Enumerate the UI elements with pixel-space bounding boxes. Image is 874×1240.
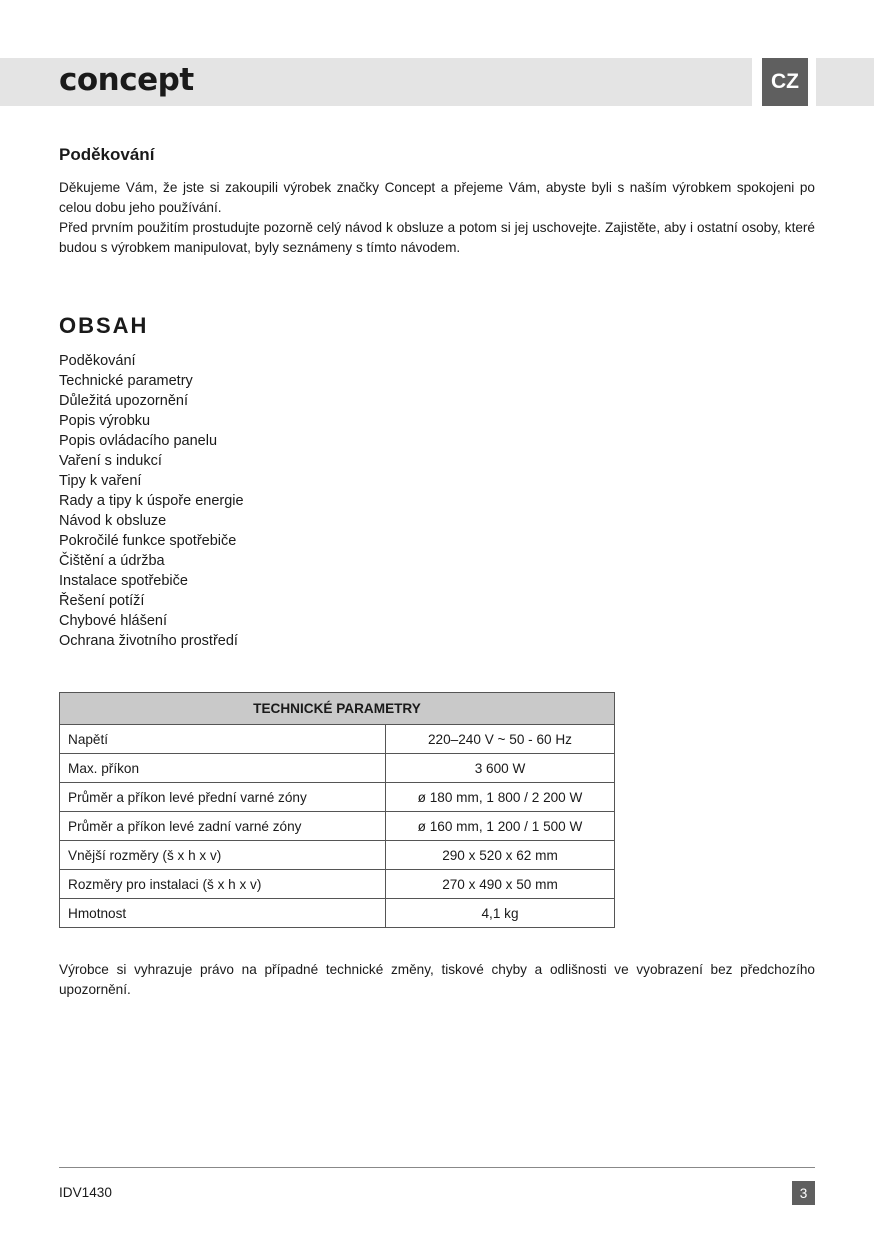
spec-value: ø 180 mm, 1 800 / 2 200 W <box>386 783 615 812</box>
header-band-right <box>816 58 874 106</box>
contents-item: Technické parametry <box>59 373 193 389</box>
contents-item: Návod k obsluze <box>59 513 167 529</box>
contents-item: Pokročilé funkce spotřebiče <box>59 533 237 549</box>
table-row <box>60 870 615 899</box>
thanks-heading: Poděkování <box>59 145 155 164</box>
contents-item: Ochrana životního prostředí <box>59 633 238 649</box>
disclaimer: Výrobce si vyhrazuje právo na případné technické změny, tiskové chyby a odlišnosti ve vyobrazení bez předchozího upozornění. <box>59 962 815 997</box>
contents-item: Poděkování <box>59 353 136 369</box>
specs-table-title: TECHNICKÉ PARAMETRY <box>60 693 615 725</box>
concept-logo: concept <box>59 62 194 98</box>
spec-label: Hmotnost <box>60 899 386 928</box>
language-badge: CZ <box>762 58 808 106</box>
spec-value: ø 160 mm, 1 200 / 1 500 W <box>386 812 615 841</box>
contents-item: Důležitá upozornění <box>59 393 188 409</box>
spec-label: Průměr a příkon levé zadní varné zóny <box>60 812 386 841</box>
spec-value: 290 x 520 x 62 mm <box>386 841 615 870</box>
table-row <box>60 841 615 870</box>
spec-value: 4,1 kg <box>386 899 615 928</box>
contents-item: Tipy k vaření <box>59 473 142 489</box>
spec-value: 220–240 V ~ 50 - 60 Hz <box>386 725 615 754</box>
specs-table <box>59 692 615 928</box>
contents-item: Čištění a údržba <box>59 553 165 569</box>
contents-item: Popis ovládacího panelu <box>59 433 218 449</box>
contents-item: Instalace spotřebiče <box>59 573 188 589</box>
page-number: 3 <box>792 1181 815 1205</box>
table-row <box>60 899 615 928</box>
thanks-paragraph-1: Děkujeme Vám, že jste si zakoupili výrobek značky Concept a přejeme Vám, abyste byli s naším výrobkem spokojeni po celou dobu jeho používání. <box>59 180 815 215</box>
spec-label: Max. příkon <box>60 754 386 783</box>
model-number: IDV1430 <box>59 1185 112 1200</box>
contents-item: Vaření s indukcí <box>59 453 162 469</box>
spec-value: 3 600 W <box>386 754 615 783</box>
contents-list <box>59 351 244 651</box>
thanks-paragraph-2: Před prvním použitím prostudujte pozorně celý návod k obsluze a potom si jej uschovejte. Zajistěte, aby i ostatní osoby, které budou s výrobkem manipulovat, byly seznámeny s tímto návodem. <box>59 220 815 255</box>
contents-item: Popis výrobku <box>59 413 151 429</box>
table-row <box>60 725 615 754</box>
table-row <box>60 783 615 812</box>
table-row <box>60 812 615 841</box>
spec-label: Rozměry pro instalaci (š x h x v) <box>60 870 386 899</box>
spec-label: Napětí <box>60 725 386 754</box>
spec-label: Průměr a příkon levé přední varné zóny <box>60 783 386 812</box>
contents-item: Chybové hlášení <box>59 613 168 629</box>
contents-heading: OBSAH <box>59 313 149 338</box>
contents-item: Řešení potíží <box>59 593 145 609</box>
contents-item: Rady a tipy k úspoře energie <box>59 493 244 509</box>
footer-divider <box>59 1167 815 1168</box>
spec-label: Vnější rozměry (š x h x v) <box>60 841 386 870</box>
table-row <box>60 754 615 783</box>
spec-value: 270 x 490 x 50 mm <box>386 870 615 899</box>
